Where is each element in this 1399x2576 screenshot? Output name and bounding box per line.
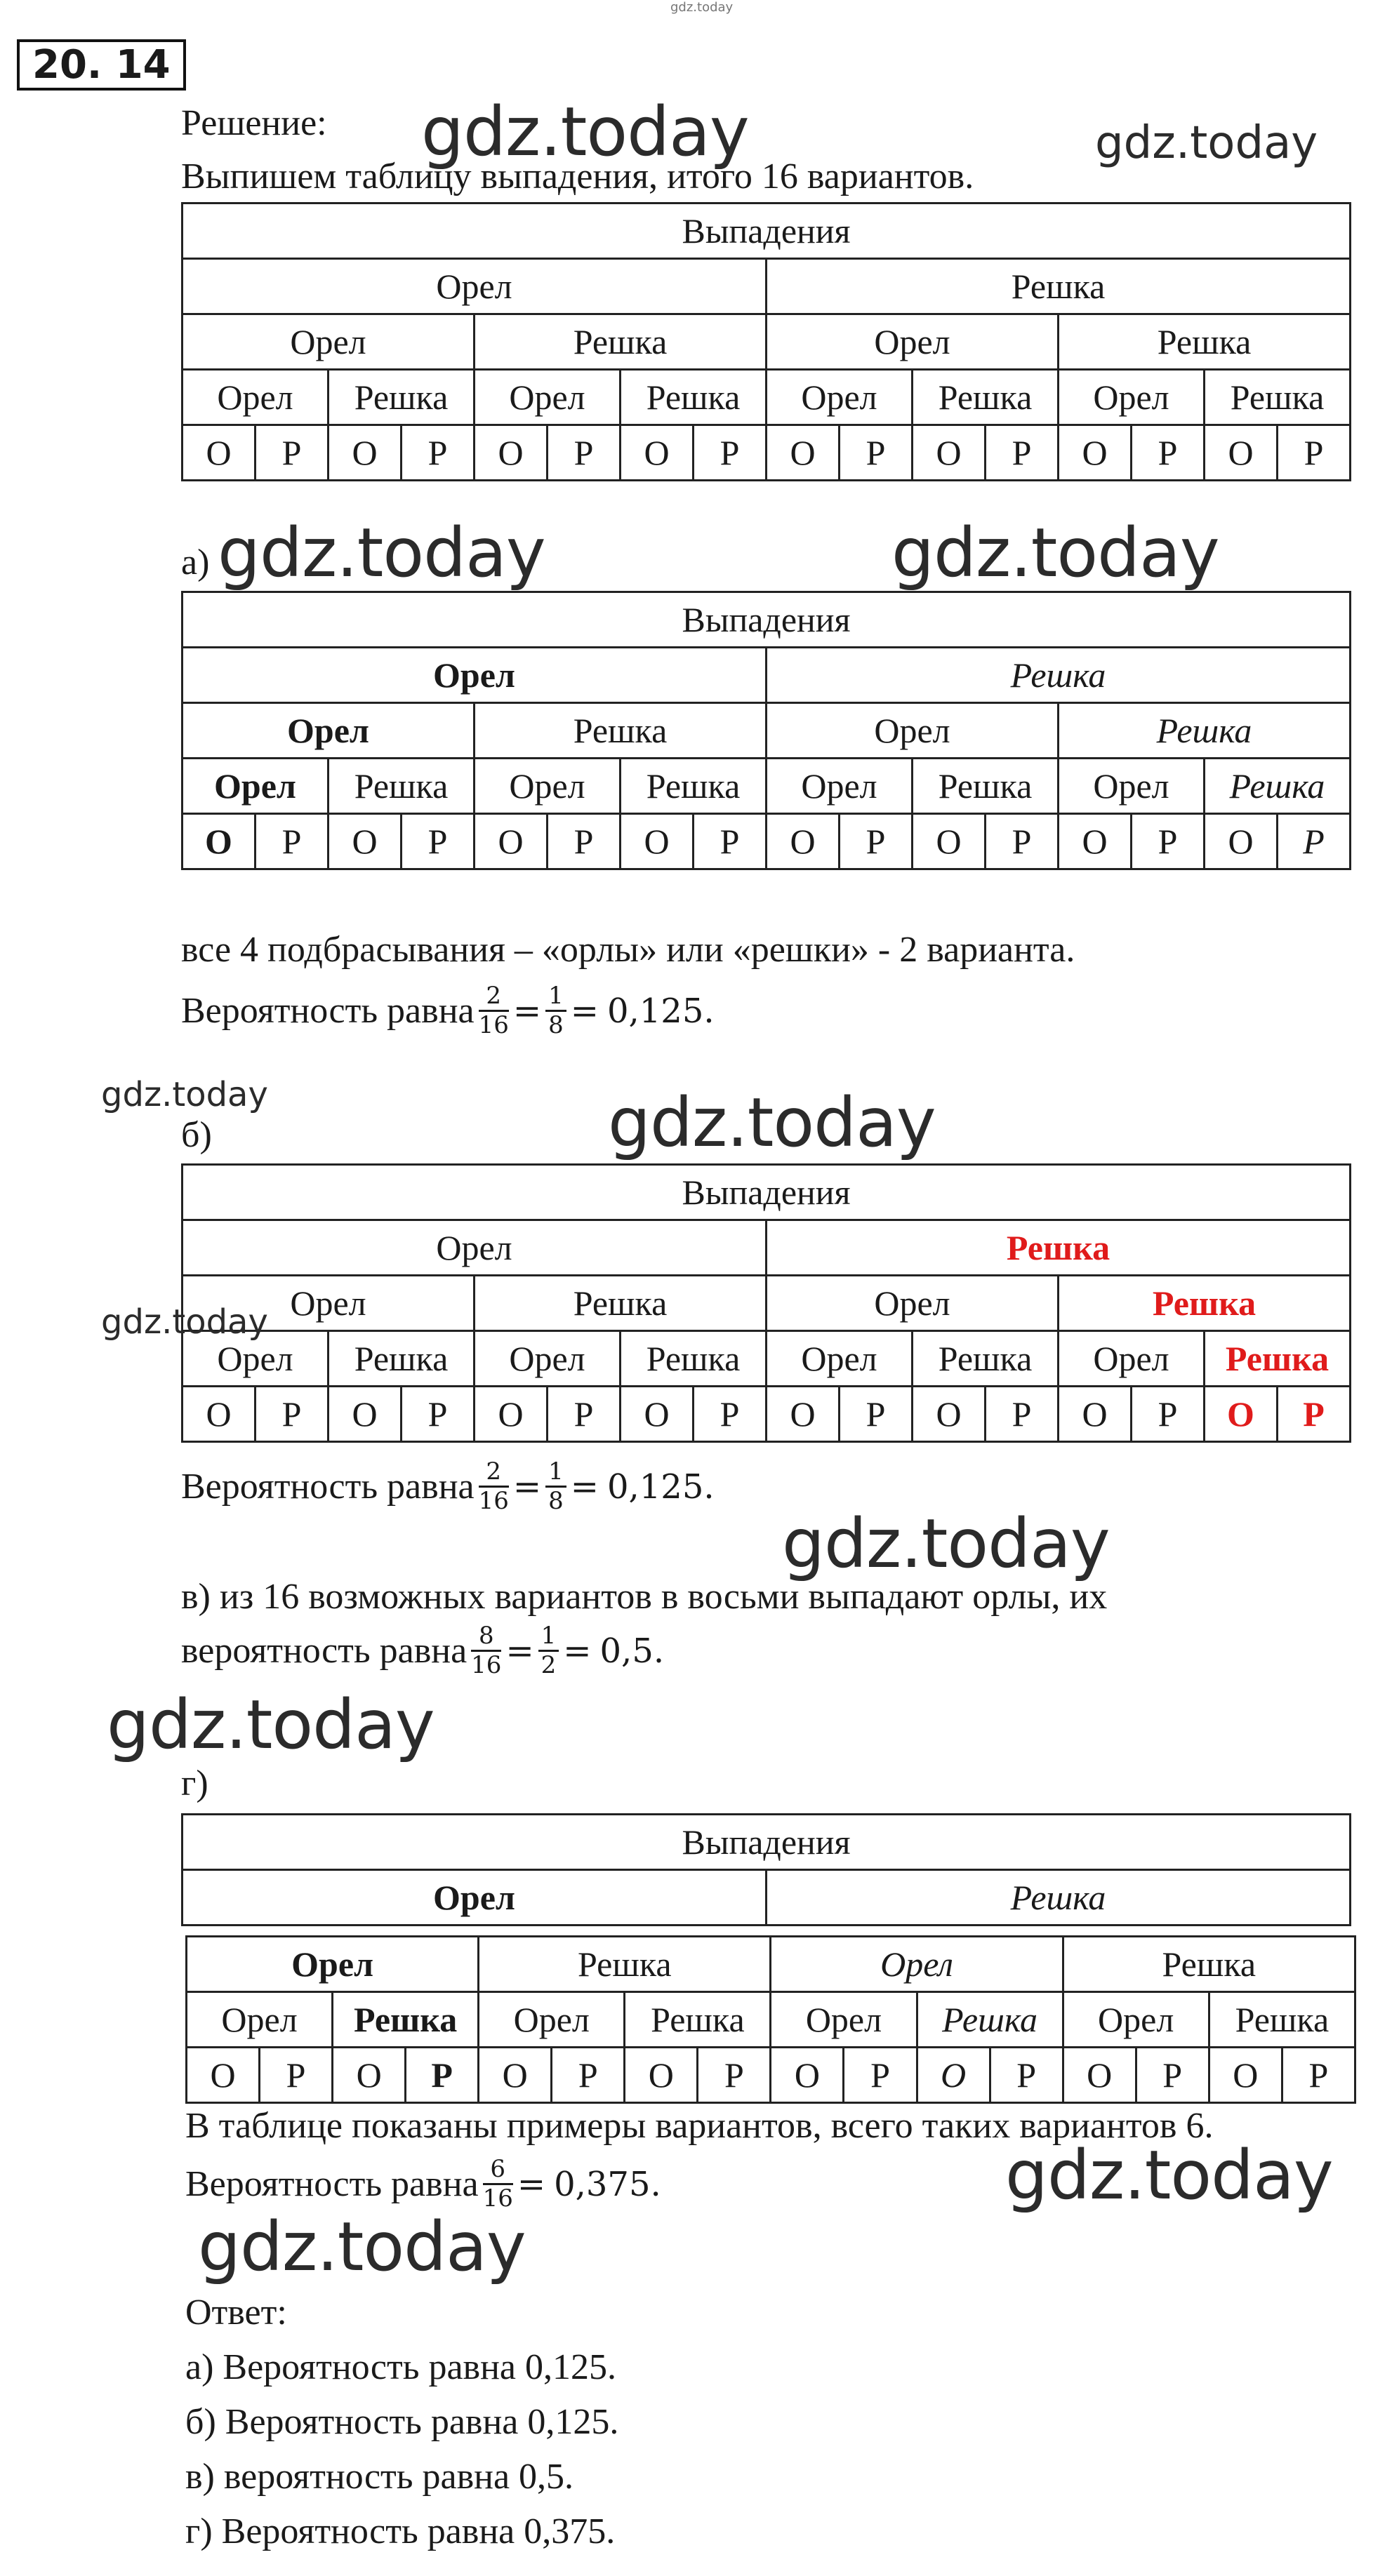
part-b-label: б) bbox=[181, 1115, 212, 1155]
header-heads: Орел bbox=[183, 1870, 767, 1926]
outcome-cell: О bbox=[767, 425, 840, 481]
outcome-cell: Р bbox=[256, 425, 329, 481]
header-tails: Решка bbox=[1059, 314, 1351, 370]
outcomes-table bbox=[181, 202, 1351, 481]
fraction bbox=[479, 982, 509, 1039]
answer-item: а) Вероятность равна 0,125. bbox=[185, 2347, 616, 2387]
watermark: gdz.today bbox=[198, 2208, 526, 2286]
watermark: gdz.today bbox=[608, 1083, 936, 1162]
answer-item: в) вероятность равна 0,5. bbox=[185, 2457, 574, 2497]
outcome-cell: Р bbox=[840, 425, 913, 481]
outcome-cell: О bbox=[913, 814, 986, 869]
header-tails: Решка bbox=[475, 314, 767, 370]
header-heads: Орел bbox=[475, 759, 621, 814]
part-g-probability bbox=[185, 2156, 661, 2213]
outcome-cell: О bbox=[1063, 2048, 1136, 2103]
header-heads: Орел bbox=[1059, 1331, 1205, 1387]
outcomes-table-b bbox=[181, 1163, 1351, 1443]
outcome-cell: Р bbox=[1278, 814, 1351, 869]
header-heads: Орел bbox=[767, 370, 913, 425]
header-heads: Орел bbox=[183, 1276, 475, 1331]
watermark: gdz.today bbox=[218, 514, 545, 592]
outcome-cell: О bbox=[187, 2048, 260, 2103]
outcome-cell: Р bbox=[990, 2048, 1063, 2103]
watermark: gdz.today bbox=[1095, 117, 1318, 169]
outcome-cell: О bbox=[475, 1387, 548, 1442]
header-heads: Орел bbox=[183, 1331, 329, 1387]
prob-prefix: Вероятность равна bbox=[185, 2163, 479, 2204]
header-tails-highlighted: Решка bbox=[767, 1220, 1351, 1276]
answer-item: б) Вероятность равна 0,125. bbox=[185, 2402, 619, 2442]
denominator: 16 bbox=[471, 1651, 502, 1680]
numerator: 1 bbox=[545, 1458, 566, 1488]
header-heads: Орел bbox=[479, 1992, 625, 2048]
watermark: gdz.today bbox=[1005, 2136, 1333, 2215]
outcome-cell: Р bbox=[1136, 2048, 1209, 2103]
equals: = bbox=[563, 1631, 592, 1671]
outcome-cell: О bbox=[1059, 1387, 1132, 1442]
denominator: 8 bbox=[548, 1487, 564, 1516]
header-tails: Решка bbox=[767, 1870, 1351, 1926]
header-heads: Орел bbox=[187, 1937, 479, 1992]
header-tails: Решка bbox=[1063, 1937, 1355, 1992]
header-tails: Решка bbox=[329, 759, 475, 814]
header-heads: Орел bbox=[767, 759, 913, 814]
header-heads: Орел bbox=[187, 1992, 333, 2048]
intro-line: Выпишем таблицу выпадения, итого 16 вариантов. bbox=[181, 156, 974, 196]
header-tails: Решка bbox=[475, 703, 767, 759]
outcome-cell: Р bbox=[548, 814, 621, 869]
numerator: 2 bbox=[479, 1458, 509, 1488]
outcome-cell: Р bbox=[698, 2048, 771, 2103]
header-tails: Решка bbox=[621, 370, 767, 425]
outcome-cell: О bbox=[183, 814, 256, 869]
header-heads: Орел bbox=[183, 370, 329, 425]
header-tails: Решка bbox=[767, 648, 1351, 703]
numerator: 2 bbox=[479, 982, 509, 1012]
outcome-cell: О bbox=[475, 425, 548, 481]
answer-item: г) Вероятность равна 0,375. bbox=[185, 2511, 616, 2551]
watermark: gdz.today bbox=[101, 1075, 268, 1114]
header-heads: Орел bbox=[1059, 370, 1205, 425]
outcome-cell: О bbox=[333, 2048, 406, 2103]
outcome-cell: О bbox=[621, 425, 694, 481]
outcome-cell: Р bbox=[406, 2048, 479, 2103]
header-tails: Решка bbox=[917, 1992, 1063, 2048]
outcome-cell: О bbox=[1205, 425, 1278, 481]
result: 0,125. bbox=[606, 991, 715, 1031]
equals: = bbox=[570, 991, 599, 1031]
header-heads: Орел bbox=[183, 703, 475, 759]
outcome-cell: Р bbox=[402, 1387, 475, 1442]
table-title: Выпадения bbox=[183, 1165, 1351, 1220]
watermark: gdz.today bbox=[101, 1302, 268, 1342]
header-heads: Орел bbox=[767, 1276, 1059, 1331]
header-tails: Решка bbox=[329, 1331, 475, 1387]
outcome-cell: О bbox=[913, 1387, 986, 1442]
outcome-cell: О bbox=[771, 2048, 844, 2103]
outcome-cell: О bbox=[913, 425, 986, 481]
header-tails: Решка bbox=[479, 1937, 771, 1992]
header-tails: Решка bbox=[1205, 759, 1351, 814]
outcome-cell: О bbox=[1059, 425, 1132, 481]
prob-prefix: Вероятность равна bbox=[181, 1466, 475, 1507]
outcome-cell: Р bbox=[1278, 425, 1351, 481]
table-title: Выпадения bbox=[183, 592, 1351, 648]
header-tails: Решка bbox=[913, 1331, 1059, 1387]
header-heads: Орел bbox=[183, 759, 329, 814]
outcome-cell: Р bbox=[986, 1387, 1059, 1442]
header-tails-highlighted: Решка bbox=[1205, 1331, 1351, 1387]
outcome-cell: Р bbox=[1132, 814, 1205, 869]
fraction bbox=[479, 1458, 509, 1515]
equals: = bbox=[512, 1467, 542, 1507]
header-tails: Решка bbox=[1205, 370, 1351, 425]
denominator: 16 bbox=[482, 2184, 513, 2213]
result: 0,375. bbox=[554, 2164, 661, 2204]
equals: = bbox=[512, 991, 542, 1031]
outcome-cell: Р bbox=[402, 425, 475, 481]
outcome-cell: О bbox=[1209, 2048, 1282, 2103]
header-heads: Орел bbox=[183, 314, 475, 370]
outcome-cell: О bbox=[1059, 814, 1132, 869]
outcome-cell: Р bbox=[402, 814, 475, 869]
fraction bbox=[545, 1458, 566, 1515]
solution-label: Решение: bbox=[181, 103, 327, 143]
part-v-text: в) из 16 возможных вариантов в восьми выпадают орлы, их bbox=[181, 1577, 1108, 1617]
outcomes-table-a bbox=[181, 591, 1351, 870]
answer-label: Ответ: bbox=[185, 2293, 287, 2333]
denominator: 16 bbox=[478, 1487, 509, 1516]
outcome-cell: О bbox=[329, 425, 402, 481]
outcome-cell: Р bbox=[694, 425, 767, 481]
outcome-cell: Р bbox=[986, 814, 1059, 869]
outcome-cell: О bbox=[625, 2048, 698, 2103]
watermark: gdz.today bbox=[891, 514, 1219, 592]
header-heads: Орел bbox=[771, 1937, 1063, 1992]
outcome-cell: Р bbox=[1282, 2048, 1355, 2103]
outcome-cell: Р bbox=[1132, 1387, 1205, 1442]
header-tails: Решка bbox=[1059, 703, 1351, 759]
outcome-cell: Р bbox=[552, 2048, 625, 2103]
watermark: gdz.today bbox=[782, 1504, 1110, 1583]
outcome-cell: Р bbox=[256, 814, 329, 869]
header-tails: Решка bbox=[475, 1276, 767, 1331]
header-heads: Орел bbox=[767, 314, 1059, 370]
outcome-cell: Р bbox=[840, 814, 913, 869]
equals: = bbox=[517, 2164, 546, 2204]
outcome-cell: О bbox=[479, 2048, 552, 2103]
header-heads: Орел bbox=[771, 1992, 917, 2048]
outcome-cell-highlighted: Р bbox=[1278, 1387, 1351, 1442]
outcome-cell: Р bbox=[840, 1387, 913, 1442]
outcome-cell: Р bbox=[548, 425, 621, 481]
denominator: 8 bbox=[548, 1011, 564, 1040]
table-title: Выпадения bbox=[183, 203, 1351, 259]
header-tails: Решка bbox=[913, 370, 1059, 425]
header-tails: Решка bbox=[621, 1331, 767, 1387]
outcome-cell: Р bbox=[694, 1387, 767, 1442]
result: 0,5. bbox=[599, 1631, 665, 1671]
header-heads: Орел bbox=[767, 1331, 913, 1387]
header-tails: Решка bbox=[621, 759, 767, 814]
outcomes-table-g-top bbox=[181, 1813, 1351, 1926]
denominator: 16 bbox=[478, 1011, 509, 1040]
header-heads: Орел bbox=[475, 1331, 621, 1387]
prob-prefix: Вероятность равна bbox=[181, 990, 475, 1031]
header-heads: Орел bbox=[183, 648, 767, 703]
outcome-cell: О bbox=[329, 814, 402, 869]
header-heads: Орел bbox=[475, 370, 621, 425]
header-tails: Решка bbox=[767, 259, 1351, 314]
outcome-cell: О bbox=[767, 814, 840, 869]
outcome-cell: Р bbox=[548, 1387, 621, 1442]
problem-number: 20. 14 bbox=[17, 39, 186, 91]
part-a-text: все 4 подбрасывания – «орлы» или «решки» - 2 варианта. bbox=[181, 930, 1075, 970]
fraction bbox=[545, 982, 566, 1039]
header-tails: Решка bbox=[329, 370, 475, 425]
numerator: 1 bbox=[545, 982, 566, 1012]
outcome-cell: О bbox=[621, 1387, 694, 1442]
outcome-cell: О bbox=[329, 1387, 402, 1442]
source-watermark-tiny: gdz.today bbox=[670, 0, 734, 15]
watermark: gdz.today bbox=[107, 1686, 435, 1764]
header-heads: Орел bbox=[1063, 1992, 1209, 2048]
equals: = bbox=[570, 1467, 599, 1507]
header-tails: Решка bbox=[913, 759, 1059, 814]
outcome-cell: О bbox=[475, 814, 548, 869]
denominator: 2 bbox=[541, 1651, 557, 1680]
part-a-probability bbox=[181, 982, 715, 1039]
part-g-text: В таблице показаны примеры вариантов, всего таких вариантов 6. bbox=[185, 2106, 1214, 2146]
header-tails: Решка bbox=[625, 1992, 771, 2048]
table-title: Выпадения bbox=[183, 1815, 1351, 1870]
outcome-cell: Р bbox=[694, 814, 767, 869]
header-heads: Орел bbox=[1059, 759, 1205, 814]
outcome-cell: Р bbox=[1132, 425, 1205, 481]
prob-prefix: вероятность равна bbox=[181, 1630, 468, 1671]
header-tails-highlighted: Решка bbox=[1059, 1276, 1351, 1331]
header-heads: Орел bbox=[183, 259, 767, 314]
outcome-cell: О bbox=[183, 1387, 256, 1442]
result: 0,125. bbox=[606, 1467, 715, 1507]
part-a-label: а) bbox=[181, 542, 210, 582]
outcome-cell: Р bbox=[844, 2048, 917, 2103]
numerator: 8 bbox=[471, 1622, 501, 1652]
outcome-cell: О bbox=[917, 2048, 990, 2103]
equals: = bbox=[505, 1631, 534, 1671]
header-heads: Орел bbox=[767, 703, 1059, 759]
outcome-cell: Р bbox=[986, 425, 1059, 481]
header-tails: Решка bbox=[1209, 1992, 1355, 2048]
header-tails: Решка bbox=[333, 1992, 479, 2048]
part-v-probability bbox=[181, 1622, 664, 1679]
numerator: 1 bbox=[538, 1622, 559, 1652]
numerator: 6 bbox=[483, 2156, 513, 2185]
part-g-label: г) bbox=[181, 1763, 208, 1803]
header-heads: Орел bbox=[183, 1220, 767, 1276]
fraction bbox=[538, 1622, 559, 1679]
outcome-cell: Р bbox=[256, 1387, 329, 1442]
outcomes-table-g-bottom bbox=[185, 1935, 1356, 2104]
fraction bbox=[483, 2156, 513, 2213]
outcome-cell: О bbox=[767, 1387, 840, 1442]
watermark: gdz.today bbox=[421, 93, 749, 171]
outcome-cell-highlighted: О bbox=[1205, 1387, 1278, 1442]
outcome-cell: Р bbox=[260, 2048, 333, 2103]
outcome-cell: О bbox=[621, 814, 694, 869]
part-b-probability bbox=[181, 1458, 715, 1515]
outcome-cell: О bbox=[1205, 814, 1278, 869]
outcome-cell: О bbox=[183, 425, 256, 481]
fraction bbox=[471, 1622, 501, 1679]
